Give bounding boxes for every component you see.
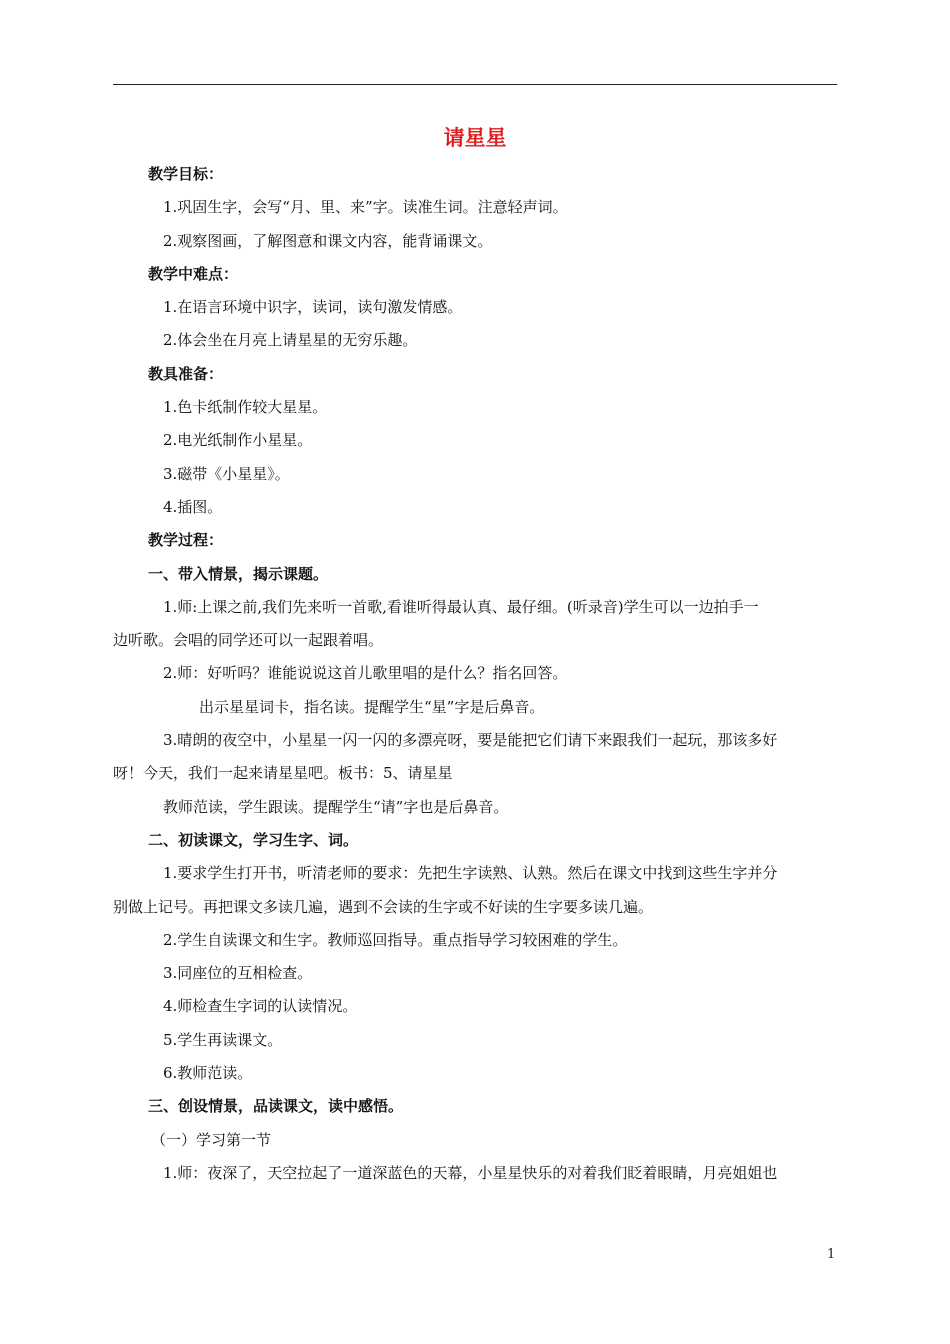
part2-item: 2.学生自读课文和生字。教师巡回指导。重点指导学习较困难的学生。 bbox=[163, 930, 628, 949]
difficulty-item: 1.在语言环境中识字，读词，读句激发情感。 bbox=[163, 298, 463, 317]
header-rule bbox=[113, 84, 837, 85]
difficulty-item: 2.体会坐在月亮上请星星的无穷乐趣。 bbox=[163, 331, 418, 350]
page-number: 1 bbox=[827, 1247, 836, 1262]
objective-item: 1.巩固生字，会写“月、里、来”字。读准生词。注意轻声词。 bbox=[163, 198, 568, 217]
part2-item: 5.学生再读课文。 bbox=[163, 1030, 283, 1049]
material-item: 2.电光纸制作小星星。 bbox=[163, 431, 313, 450]
part2-heading: 二、初读课文，学习生字、词。 bbox=[148, 830, 359, 849]
part2-item: 3.同座位的互相检查。 bbox=[163, 964, 313, 983]
part3-subheading: （一）学习第一节 bbox=[151, 1130, 272, 1149]
part3-paragraph1-line1: 1.师：夜深了，天空拉起了一道深蓝色的天幕，小星星快乐的对着我们眨着眼睛，月亮姐姐也 bbox=[163, 1163, 778, 1182]
part2-item: 4.师检查生字词的认读情况。 bbox=[163, 997, 358, 1016]
part3-heading: 三、创设情景，品读课文，读中感悟。 bbox=[148, 1097, 404, 1116]
part2-paragraph1-line1: 1.要求学生打开书，听清老师的要求：先把生字读熟、认熟。然后在课文中找到这些生字并分 bbox=[163, 864, 778, 883]
part1-heading: 一、带入情景，揭示课题。 bbox=[148, 564, 329, 583]
part1-paragraph2b: 出示星星词卡，指名读。提醒学生“星”字是后鼻音。 bbox=[199, 697, 545, 716]
part1-paragraph3-line1: 3.晴朗的夜空中，小星星一闪一闪的多漂亮呀，要是能把它们请下来跟我们一起玩，那该多好 bbox=[163, 731, 778, 750]
difficulties-heading: 教学中难点： bbox=[148, 264, 239, 283]
part1-paragraph2: 2.师：好听吗？谁能说说这首儿歌里唱的是什么？指名回答。 bbox=[163, 664, 568, 683]
part2-paragraph1-line2: 别做上记号。再把课文多读几遍，遇到不会读的生字或不好读的生字要多读几遍。 bbox=[113, 897, 654, 916]
part1-paragraph1-line1: 1.师:上课之前,我们先来听一首歌,看谁听得最认真、最仔细。(听录音)学生可以一边拍手一 bbox=[163, 597, 759, 616]
document-body bbox=[113, 118, 837, 1190]
material-item: 4.插图。 bbox=[163, 497, 223, 516]
objectives-heading: 教学目标： bbox=[148, 165, 224, 183]
part1-paragraph3b: 教师范读，学生跟读。提醒学生“请”字也是后鼻音。 bbox=[163, 797, 509, 816]
materials-heading: 教具准备： bbox=[148, 364, 224, 383]
document-title: 请星星 bbox=[443, 125, 507, 150]
process-heading: 教学过程： bbox=[148, 531, 224, 550]
part2-item: 6.教师范读。 bbox=[163, 1064, 253, 1083]
material-item: 1.色卡纸制作较大星星。 bbox=[163, 398, 328, 417]
objective-item: 2.观察图画，了解图意和课文内容，能背诵课文。 bbox=[163, 231, 493, 250]
part1-paragraph3-line2: 呀！今天，我们一起来请星星吧。板书：5、请星星 bbox=[113, 764, 453, 783]
part1-paragraph1-line2: 边听歌。会唱的同学还可以一起跟着唱。 bbox=[113, 631, 384, 650]
material-item: 3.磁带《小星星》。 bbox=[163, 464, 290, 483]
